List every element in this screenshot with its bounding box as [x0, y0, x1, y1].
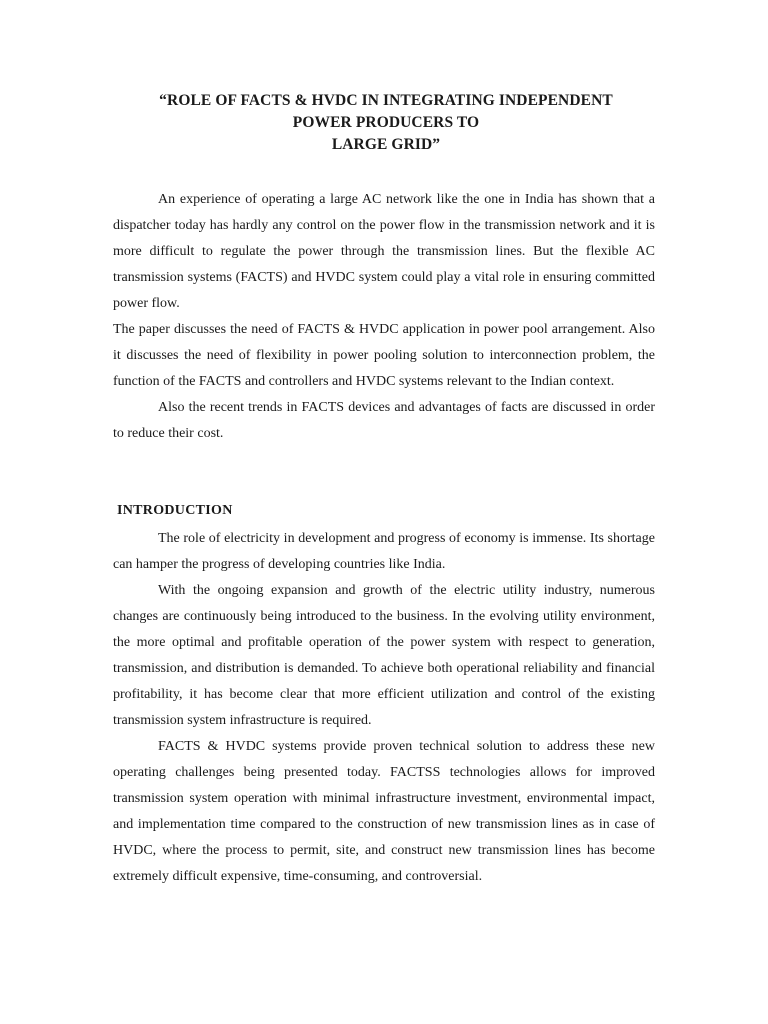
document-title — [100, 90, 672, 156]
intro-paragraph-2: With the ongoing expansion and growth of the electric utility industry, numerous changes are continuously being introduced to the business. In the evolving utility environment, the more optimal and profitable operation of the power system with respect to generation, transmission, and distribution is demanded. To achieve both operational reliability and financial profitability, it has become clear that more efficient utilization and control of the existing transmission system infrastructure is required. — [113, 583, 655, 728]
section-heading-introduction: INTRODUCTION — [117, 503, 233, 518]
title-line-3: LARGE GRID” — [331, 136, 441, 153]
title-line-1: “ROLE OF FACTS & HVDC IN INTEGRATING INDEPENDENT — [159, 92, 613, 109]
intro-paragraph-3: FACTS & HVDC systems provide proven technical solution to address these new operating challenges being presented today. FACTSS technologies allows for improved transmission system operation with minimal infrastructure investment, environmental impact, and implementation time compared to the construction of new transmission lines as in case of HVDC, where the process to permit, site, and construct new transmission lines has become extremely difficult expensive, time-consuming, and controversial. — [113, 739, 655, 884]
abstract-paragraph-3: Also the recent trends in FACTS devices and advantages of facts are discussed in order to reduce their cost. — [113, 400, 655, 441]
title-line-2: POWER PRODUCERS TO — [292, 114, 480, 131]
introduction-section — [113, 526, 655, 890]
abstract-paragraph-2: The paper discusses the need of FACTS & HVDC application in power pool arrangement. Also it discusses the need of flexibility in power pooling solution to interconnection problem, the function of the FACTS and controllers and HVDC systems relevant to the Indian context. — [113, 322, 655, 389]
intro-paragraph-1: The role of electricity in development and progress of economy is immense. Its shortage can hamper the progress of developing countries like India. — [113, 531, 655, 572]
abstract-section — [113, 187, 655, 447]
abstract-paragraph-1: An experience of operating a large AC network like the one in India has shown that a dispatcher today has hardly any control on the power flow in the transmission network and it is more difficult to regulate the power through the transmission lines. But the flexible AC transmission systems (FACTS) and HVDC system could play a vital role in ensuring committed power flow. — [113, 192, 655, 311]
